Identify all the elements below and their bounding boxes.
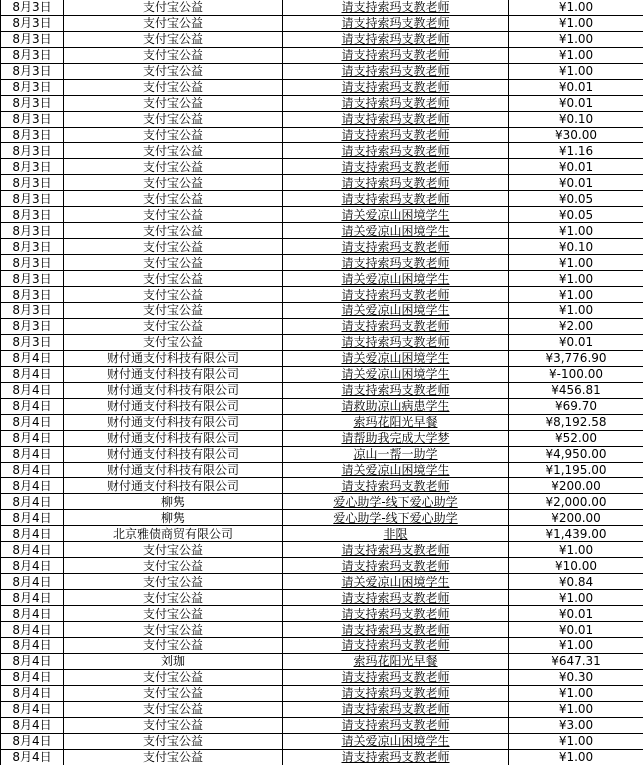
table-row xyxy=(1,414,643,430)
project-cell xyxy=(283,127,509,143)
project-link[interactable]: 凉山一帮一助学 xyxy=(353,447,438,462)
project-cell xyxy=(283,31,509,47)
date-cell: 8月3日 xyxy=(1,334,64,350)
date-cell: 8月4日 xyxy=(1,669,64,685)
project-link[interactable]: 请支持索玛支教老师 xyxy=(341,127,450,142)
amount-cell: ¥2,000.00 xyxy=(509,494,643,510)
project-link[interactable]: 请支持索玛支教老师 xyxy=(341,319,450,334)
date-cell: 8月3日 xyxy=(1,143,64,159)
table-row xyxy=(1,622,643,638)
amount-cell: ¥200.00 xyxy=(509,510,643,526)
amount-cell: ¥1.00 xyxy=(509,0,643,15)
amount-cell: ¥0.01 xyxy=(509,79,643,95)
amount-cell: ¥0.84 xyxy=(509,574,643,590)
project-cell xyxy=(283,0,509,15)
amount-cell: ¥1,439.00 xyxy=(509,526,643,542)
payer-cell: 支付宝公益 xyxy=(64,749,283,765)
table-row xyxy=(1,0,643,15)
date-cell: 8月3日 xyxy=(1,255,64,271)
project-cell xyxy=(283,653,509,669)
amount-cell: ¥0.10 xyxy=(509,111,643,127)
project-cell xyxy=(283,622,509,638)
table-row xyxy=(1,701,643,717)
date-cell: 8月4日 xyxy=(1,638,64,654)
project-link[interactable]: 请支持索玛支教老师 xyxy=(341,478,450,493)
project-cell xyxy=(283,669,509,685)
payer-cell: 支付宝公益 xyxy=(64,334,283,350)
project-cell xyxy=(283,701,509,717)
payer-cell: 柳隽 xyxy=(64,494,283,510)
date-cell: 8月3日 xyxy=(1,79,64,95)
table-row xyxy=(1,111,643,127)
table-row xyxy=(1,606,643,622)
payer-cell: 支付宝公益 xyxy=(64,318,283,334)
project-link[interactable]: 索玛花阳光早餐 xyxy=(353,654,438,669)
project-link[interactable]: 请支持索玛支教老师 xyxy=(341,159,450,174)
date-cell: 8月4日 xyxy=(1,510,64,526)
date-cell: 8月3日 xyxy=(1,0,64,15)
amount-cell: ¥1.00 xyxy=(509,749,643,765)
project-link[interactable]: 请关爱凉山困境学生 xyxy=(341,271,450,286)
table-row xyxy=(1,47,643,63)
table-row xyxy=(1,191,643,207)
project-link[interactable]: 请支持索玛支教老师 xyxy=(341,143,450,158)
date-cell: 8月3日 xyxy=(1,127,64,143)
project-link[interactable]: 请支持索玛支教老师 xyxy=(341,750,450,765)
project-cell xyxy=(283,191,509,207)
date-cell: 8月3日 xyxy=(1,303,64,319)
project-link[interactable]: 请支持索玛支教老师 xyxy=(341,542,450,557)
amount-cell: ¥200.00 xyxy=(509,478,643,494)
payer-cell: 财付通支付科技有限公司 xyxy=(64,430,283,446)
date-cell: 8月4日 xyxy=(1,558,64,574)
project-link[interactable]: 请关爱凉山困境学生 xyxy=(341,303,450,318)
date-cell: 8月3日 xyxy=(1,271,64,287)
date-cell: 8月3日 xyxy=(1,111,64,127)
payer-cell: 支付宝公益 xyxy=(64,733,283,749)
date-cell: 8月4日 xyxy=(1,350,64,366)
table-row xyxy=(1,255,643,271)
table-row xyxy=(1,382,643,398)
table-row xyxy=(1,510,643,526)
payer-cell: 支付宝公益 xyxy=(64,63,283,79)
payer-cell: 支付宝公益 xyxy=(64,271,283,287)
payer-cell: 支付宝公益 xyxy=(64,127,283,143)
date-cell: 8月4日 xyxy=(1,574,64,590)
project-cell xyxy=(283,733,509,749)
project-link[interactable]: 请支持索玛支教老师 xyxy=(341,606,450,621)
table-row xyxy=(1,318,643,334)
date-cell: 8月4日 xyxy=(1,446,64,462)
date-cell: 8月4日 xyxy=(1,606,64,622)
project-link[interactable]: 非限 xyxy=(383,526,408,541)
project-cell xyxy=(283,47,509,63)
date-cell: 8月3日 xyxy=(1,31,64,47)
date-cell: 8月4日 xyxy=(1,653,64,669)
payer-cell: 财付通支付科技有限公司 xyxy=(64,446,283,462)
table-row xyxy=(1,334,643,350)
project-link[interactable]: 请支持索玛支教老师 xyxy=(341,670,450,685)
payer-cell: 柳隽 xyxy=(64,510,283,526)
project-cell xyxy=(283,223,509,239)
project-cell xyxy=(283,15,509,31)
payer-cell: 支付宝公益 xyxy=(64,669,283,685)
project-link[interactable]: 请支持索玛支教老师 xyxy=(341,590,450,605)
payer-cell: 支付宝公益 xyxy=(64,622,283,638)
date-cell: 8月4日 xyxy=(1,717,64,733)
project-link[interactable]: 请支持索玛支教老师 xyxy=(341,622,450,637)
table-row xyxy=(1,350,643,366)
date-cell: 8月3日 xyxy=(1,63,64,79)
project-cell xyxy=(283,239,509,255)
project-cell xyxy=(283,334,509,350)
date-cell: 8月4日 xyxy=(1,382,64,398)
table-row xyxy=(1,462,643,478)
amount-cell: ¥3.00 xyxy=(509,717,643,733)
project-cell xyxy=(283,574,509,590)
amount-cell: ¥3,776.90 xyxy=(509,350,643,366)
amount-cell: ¥456.81 xyxy=(509,382,643,398)
date-cell: 8月3日 xyxy=(1,207,64,223)
table-row xyxy=(1,446,643,462)
project-link[interactable]: 请支持索玛支教老师 xyxy=(341,48,450,63)
project-cell xyxy=(283,159,509,175)
date-cell: 8月3日 xyxy=(1,175,64,191)
date-cell: 8月4日 xyxy=(1,749,64,765)
payer-cell: 财付通支付科技有限公司 xyxy=(64,414,283,430)
table-row xyxy=(1,15,643,31)
project-cell xyxy=(283,526,509,542)
project-cell xyxy=(283,430,509,446)
date-cell: 8月3日 xyxy=(1,47,64,63)
project-cell xyxy=(283,63,509,79)
project-cell xyxy=(283,446,509,462)
project-link[interactable]: 请支持索玛支教老师 xyxy=(341,558,450,573)
payer-cell: 支付宝公益 xyxy=(64,79,283,95)
amount-cell: ¥-100.00 xyxy=(509,366,643,382)
payer-cell: 支付宝公益 xyxy=(64,574,283,590)
date-cell: 8月4日 xyxy=(1,685,64,701)
payer-cell: 支付宝公益 xyxy=(64,717,283,733)
amount-cell: ¥52.00 xyxy=(509,430,643,446)
table-row xyxy=(1,669,643,685)
payer-cell: 财付通支付科技有限公司 xyxy=(64,350,283,366)
payer-cell: 支付宝公益 xyxy=(64,255,283,271)
project-link[interactable]: 请支持索玛支教老师 xyxy=(341,638,450,653)
date-cell: 8月4日 xyxy=(1,542,64,558)
amount-cell: ¥0.10 xyxy=(509,239,643,255)
project-cell xyxy=(283,255,509,271)
amount-cell: ¥1.00 xyxy=(509,63,643,79)
table-row xyxy=(1,733,643,749)
amount-cell: ¥1.00 xyxy=(509,255,643,271)
table-row xyxy=(1,239,643,255)
payer-cell: 支付宝公益 xyxy=(64,287,283,303)
project-link[interactable]: 请支持索玛支教老师 xyxy=(341,64,450,79)
payer-cell: 支付宝公益 xyxy=(64,15,283,31)
amount-cell: ¥30.00 xyxy=(509,127,643,143)
project-link[interactable]: 请支持索玛支教老师 xyxy=(341,335,450,350)
date-cell: 8月4日 xyxy=(1,590,64,606)
amount-cell: ¥1.16 xyxy=(509,143,643,159)
date-cell: 8月3日 xyxy=(1,223,64,239)
table-row xyxy=(1,223,643,239)
payer-cell: 支付宝公益 xyxy=(64,590,283,606)
amount-cell: ¥647.31 xyxy=(509,653,643,669)
project-link[interactable]: 请救助凉山病患学生 xyxy=(341,399,450,414)
project-link[interactable]: 爱心助学-线下爱心助学 xyxy=(333,494,458,509)
payer-cell: 财付通支付科技有限公司 xyxy=(64,478,283,494)
project-link[interactable]: 请支持索玛支教老师 xyxy=(341,383,450,398)
project-cell xyxy=(283,303,509,319)
project-cell xyxy=(283,638,509,654)
project-cell xyxy=(283,287,509,303)
payer-cell: 支付宝公益 xyxy=(64,685,283,701)
amount-cell: ¥0.01 xyxy=(509,95,643,111)
table-row xyxy=(1,271,643,287)
table-row xyxy=(1,127,643,143)
table-row xyxy=(1,207,643,223)
amount-cell: ¥1.00 xyxy=(509,47,643,63)
amount-cell: ¥1.00 xyxy=(509,223,643,239)
payer-cell: 支付宝公益 xyxy=(64,0,283,15)
amount-cell: ¥0.01 xyxy=(509,159,643,175)
table-row xyxy=(1,558,643,574)
date-cell: 8月4日 xyxy=(1,414,64,430)
project-link[interactable]: 请支持索玛支教老师 xyxy=(341,80,450,95)
payer-cell: 支付宝公益 xyxy=(64,303,283,319)
amount-cell: ¥1.00 xyxy=(509,287,643,303)
date-cell: 8月3日 xyxy=(1,191,64,207)
date-cell: 8月3日 xyxy=(1,318,64,334)
amount-cell: ¥10.00 xyxy=(509,558,643,574)
date-cell: 8月3日 xyxy=(1,15,64,31)
project-cell xyxy=(283,414,509,430)
project-link[interactable]: 请支持索玛支教老师 xyxy=(341,287,450,302)
project-cell xyxy=(283,318,509,334)
project-cell xyxy=(283,382,509,398)
payer-cell: 财付通支付科技有限公司 xyxy=(64,462,283,478)
project-link[interactable]: 请支持索玛支教老师 xyxy=(341,191,450,206)
table-row xyxy=(1,398,643,414)
project-cell xyxy=(283,685,509,701)
project-cell xyxy=(283,478,509,494)
table-row xyxy=(1,638,643,654)
payer-cell: 支付宝公益 xyxy=(64,542,283,558)
date-cell: 8月4日 xyxy=(1,733,64,749)
amount-cell: ¥8,192.58 xyxy=(509,414,643,430)
project-link[interactable]: 请支持索玛支教老师 xyxy=(341,686,450,701)
project-link[interactable]: 请支持索玛支教老师 xyxy=(341,239,450,254)
project-link[interactable]: 请支持索玛支教老师 xyxy=(341,16,450,31)
amount-cell: ¥1.00 xyxy=(509,701,643,717)
table-row xyxy=(1,303,643,319)
amount-cell: ¥1.00 xyxy=(509,685,643,701)
payer-cell: 支付宝公益 xyxy=(64,31,283,47)
payer-cell: 支付宝公益 xyxy=(64,638,283,654)
table-row xyxy=(1,366,643,382)
payer-cell: 支付宝公益 xyxy=(64,558,283,574)
project-cell xyxy=(283,175,509,191)
project-cell xyxy=(283,79,509,95)
payer-cell: 支付宝公益 xyxy=(64,95,283,111)
project-link[interactable]: 请关爱凉山困境学生 xyxy=(341,734,450,749)
payer-cell: 支付宝公益 xyxy=(64,175,283,191)
amount-cell: ¥1.00 xyxy=(509,590,643,606)
amount-cell: ¥1.00 xyxy=(509,31,643,47)
payer-cell: 财付通支付科技有限公司 xyxy=(64,382,283,398)
amount-cell: ¥0.05 xyxy=(509,207,643,223)
amount-cell: ¥4,950.00 xyxy=(509,446,643,462)
payer-cell: 财付通支付科技有限公司 xyxy=(64,398,283,414)
date-cell: 8月3日 xyxy=(1,239,64,255)
date-cell: 8月3日 xyxy=(1,159,64,175)
date-cell: 8月4日 xyxy=(1,430,64,446)
project-link[interactable]: 请关爱凉山困境学生 xyxy=(341,463,450,477)
date-cell: 8月4日 xyxy=(1,462,64,478)
date-cell: 8月4日 xyxy=(1,622,64,638)
table-row xyxy=(1,717,643,733)
project-cell xyxy=(283,271,509,287)
date-cell: 8月4日 xyxy=(1,494,64,510)
payer-cell: 支付宝公益 xyxy=(64,191,283,207)
project-link[interactable]: 请关爱凉山困境学生 xyxy=(341,351,450,366)
table-row xyxy=(1,478,643,494)
table-row xyxy=(1,159,643,175)
table-row xyxy=(1,79,643,95)
project-link[interactable]: 请关爱凉山困境学生 xyxy=(341,574,450,589)
amount-cell: ¥69.70 xyxy=(509,398,643,414)
table-row xyxy=(1,175,643,191)
project-link[interactable]: 请关爱凉山困境学生 xyxy=(341,207,450,222)
amount-cell: ¥0.01 xyxy=(509,334,643,350)
date-cell: 8月4日 xyxy=(1,366,64,382)
table-row xyxy=(1,430,643,446)
payer-cell: 刘珈 xyxy=(64,653,283,669)
amount-cell: ¥0.30 xyxy=(509,669,643,685)
project-cell xyxy=(283,398,509,414)
date-cell: 8月3日 xyxy=(1,287,64,303)
table-row xyxy=(1,95,643,111)
payer-cell: 支付宝公益 xyxy=(64,239,283,255)
project-cell xyxy=(283,590,509,606)
project-cell xyxy=(283,542,509,558)
project-cell xyxy=(283,143,509,159)
project-cell xyxy=(283,462,509,478)
project-cell xyxy=(283,350,509,366)
project-cell xyxy=(283,494,509,510)
project-link[interactable]: 请支持索玛支教老师 xyxy=(341,96,450,111)
amount-cell: ¥1.00 xyxy=(509,15,643,31)
date-cell: 8月4日 xyxy=(1,701,64,717)
table-row xyxy=(1,653,643,669)
payer-cell: 支付宝公益 xyxy=(64,47,283,63)
payer-cell: 支付宝公益 xyxy=(64,701,283,717)
amount-cell: ¥0.01 xyxy=(509,175,643,191)
project-cell xyxy=(283,749,509,765)
amount-cell: ¥1.00 xyxy=(509,638,643,654)
project-cell xyxy=(283,366,509,382)
payer-cell: 支付宝公益 xyxy=(64,143,283,159)
payer-cell: 北京雅债商贸有限公司 xyxy=(64,526,283,542)
project-link[interactable]: 请支持索玛支教老师 xyxy=(341,718,450,733)
project-cell xyxy=(283,111,509,127)
table-row xyxy=(1,749,643,765)
payer-cell: 财付通支付科技有限公司 xyxy=(64,366,283,382)
table-row xyxy=(1,494,643,510)
project-link[interactable]: 请支持索玛支教老师 xyxy=(341,32,450,47)
table-row xyxy=(1,542,643,558)
payer-cell: 支付宝公益 xyxy=(64,606,283,622)
project-link[interactable]: 请帮助我完成大学梦 xyxy=(341,431,450,446)
table-row xyxy=(1,685,643,701)
project-link[interactable]: 索玛花阳光早餐 xyxy=(353,415,438,430)
payer-cell: 支付宝公益 xyxy=(64,111,283,127)
project-cell xyxy=(283,207,509,223)
table-row xyxy=(1,63,643,79)
amount-cell: ¥2.00 xyxy=(509,318,643,334)
project-cell xyxy=(283,558,509,574)
amount-cell: ¥0.05 xyxy=(509,191,643,207)
project-cell xyxy=(283,510,509,526)
amount-cell: ¥1.00 xyxy=(509,303,643,319)
project-link[interactable]: 请关爱凉山困境学生 xyxy=(341,223,450,238)
amount-cell: ¥1,195.00 xyxy=(509,462,643,478)
payer-cell: 支付宝公益 xyxy=(64,207,283,223)
project-cell xyxy=(283,95,509,111)
amount-cell: ¥1.00 xyxy=(509,542,643,558)
amount-cell: ¥0.01 xyxy=(509,622,643,638)
payer-cell: 支付宝公益 xyxy=(64,159,283,175)
table-row xyxy=(1,526,643,542)
date-cell: 8月4日 xyxy=(1,398,64,414)
date-cell: 8月4日 xyxy=(1,478,64,494)
project-link[interactable]: 请支持索玛支教老师 xyxy=(341,0,450,15)
project-link[interactable]: 请支持索玛支教老师 xyxy=(341,255,450,270)
project-cell xyxy=(283,606,509,622)
table-row xyxy=(1,287,643,303)
table-row xyxy=(1,590,643,606)
donation-table-body xyxy=(1,0,643,765)
table-row xyxy=(1,143,643,159)
project-link[interactable]: 请支持索玛支教老师 xyxy=(341,702,450,717)
amount-cell: ¥0.01 xyxy=(509,606,643,622)
date-cell: 8月4日 xyxy=(1,526,64,542)
amount-cell: ¥1.00 xyxy=(509,271,643,287)
project-link[interactable]: 爱心助学-线下爱心助学 xyxy=(333,510,458,525)
date-cell: 8月3日 xyxy=(1,95,64,111)
table-row xyxy=(1,574,643,590)
project-link[interactable]: 请关爱凉山困境学生 xyxy=(341,367,450,382)
project-cell xyxy=(283,717,509,733)
project-link[interactable]: 请支持索玛支教老师 xyxy=(341,112,450,127)
project-link[interactable]: 请支持索玛支教老师 xyxy=(341,175,450,190)
payer-cell: 支付宝公益 xyxy=(64,223,283,239)
table-row xyxy=(1,31,643,47)
amount-cell: ¥1.00 xyxy=(509,733,643,749)
